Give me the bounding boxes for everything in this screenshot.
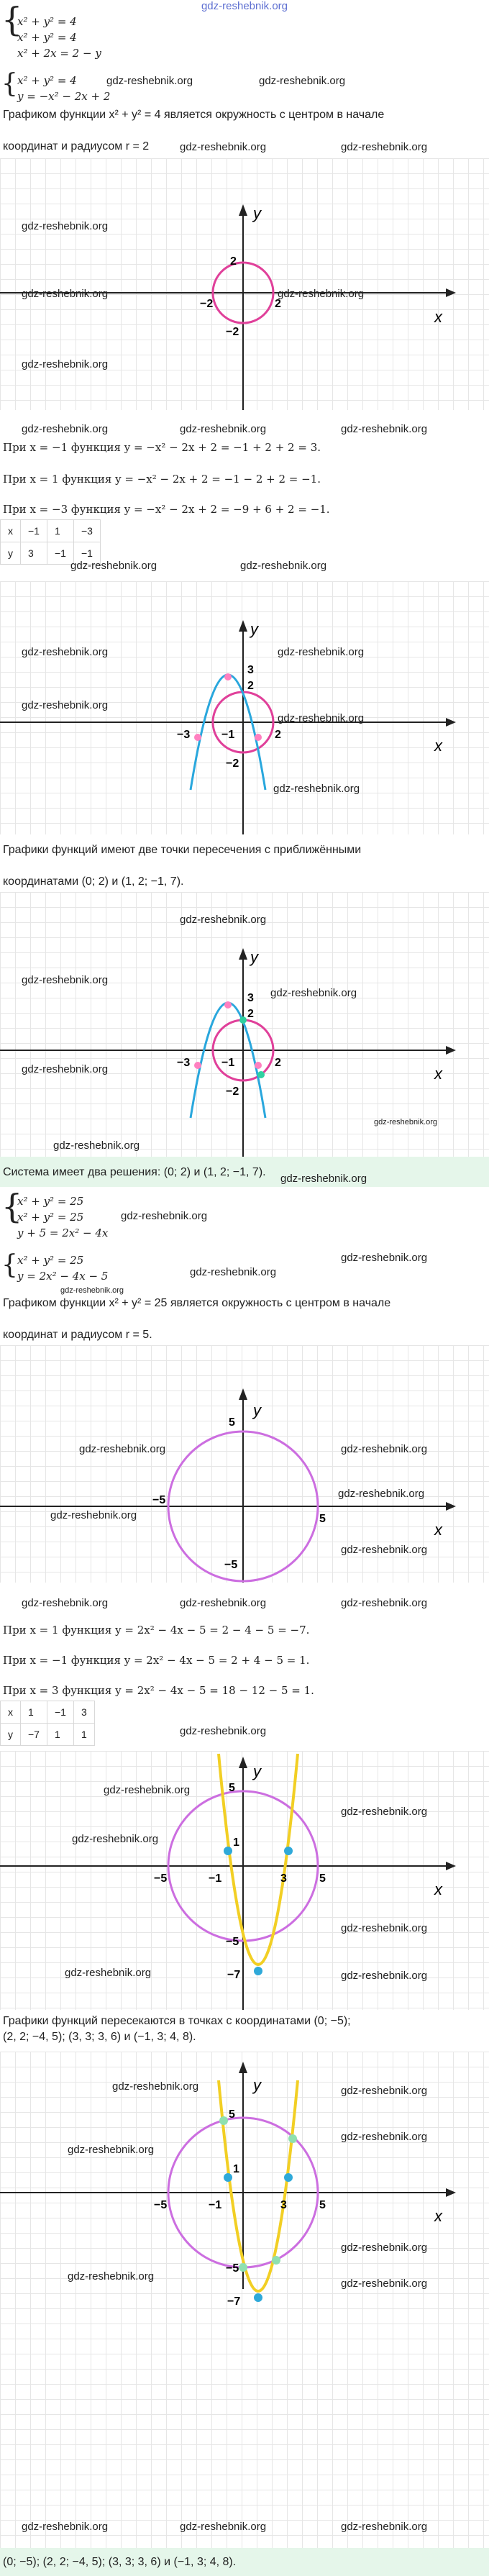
intersection-point — [219, 2116, 228, 2125]
watermark: gdz-reshebnik.org — [341, 1252, 428, 1264]
table-row — [1, 1701, 95, 1724]
table-cell: y — [1, 1724, 21, 1746]
paragraph: координатами (0; 2) и (1, 2; −1, 7). — [3, 875, 184, 888]
watermark: gdz-reshebnik.org — [259, 75, 346, 87]
intersection-point — [239, 2263, 247, 2272]
paragraph: координат и радиусом r = 2 — [3, 140, 150, 153]
system-eq: x² + y² = 4 — [17, 74, 77, 87]
table-cell: 1 — [47, 1724, 73, 1746]
y-axis-arrow — [239, 2062, 247, 2073]
table-cell: −1 — [21, 520, 47, 542]
table-cell: 1 — [21, 1701, 47, 1724]
calc-line: При x = 3 функция y = 2x² − 4x − 5 = 18 − 12 − 5 = 1. — [3, 1684, 314, 1697]
table-cell: −7 — [21, 1724, 47, 1746]
tick-label: 3 — [247, 664, 254, 676]
graph-point — [224, 1847, 232, 1855]
graph-point — [255, 1062, 262, 1069]
tick-label: −2 — [200, 298, 214, 310]
values-table — [0, 1701, 95, 1746]
watermark: gdz-reshebnik.org — [22, 358, 109, 370]
paragraph: (2, 2; −4, 5); (3, 3; 3, 6) и (−1, 3; 4, 8). — [3, 2031, 196, 2043]
graph-point — [284, 2173, 293, 2182]
watermark: gdz-reshebnik.org — [180, 914, 267, 926]
y-axis-label: y — [253, 204, 261, 222]
answer-box — [0, 2548, 489, 2576]
tick-label: 5 — [319, 1872, 326, 1885]
watermark: gdz-reshebnik.org — [22, 423, 109, 435]
table-cell: 1 — [73, 1724, 94, 1746]
watermark: gdz-reshebnik.org — [374, 1118, 438, 1127]
watermark: gdz-reshebnik.org — [180, 1725, 267, 1737]
graph-circle-r5 — [0, 1345, 489, 1583]
table-cell: x — [1, 520, 21, 542]
graph-point — [194, 1062, 201, 1069]
tick-label: −1 — [221, 1057, 235, 1069]
table-cell: 3 — [73, 1701, 94, 1724]
y-axis-label: y — [250, 620, 258, 638]
watermark: gdz-reshebnik.org — [341, 2521, 428, 2533]
tick-label: 3 — [280, 2199, 287, 2211]
graph-svg — [0, 2052, 489, 2548]
calc-line: При x = −3 функция y = −x² − 2x + 2 = −9 + 6 + 2 = −1. — [3, 503, 330, 516]
watermark: gdz-reshebnik.org — [180, 141, 267, 153]
watermark: gdz-reshebnik.org — [65, 1967, 152, 1979]
watermark: gdz-reshebnik.org — [278, 712, 365, 724]
watermark: gdz-reshebnik.org — [50, 1509, 137, 1521]
intersection-point — [272, 2256, 280, 2265]
graph-point — [224, 1001, 232, 1009]
tick-label: −2 — [226, 326, 239, 338]
watermark: gdz-reshebnik.org — [338, 1488, 425, 1500]
watermark: gdz-reshebnik.org — [22, 974, 109, 986]
graph-intersections — [0, 892, 489, 1157]
watermark: gdz-reshebnik.org — [112, 2080, 199, 2093]
tick-label: 1 — [233, 1837, 239, 1849]
tick-label: −7 — [227, 1969, 241, 1981]
tick-label: −5 — [154, 2199, 168, 2211]
tick-label: 2 — [275, 1057, 281, 1069]
calc-line: При x = −1 функция y = −x² − 2x + 2 = −1 + 2 + 2 = 3. — [3, 441, 321, 454]
watermark: gdz-reshebnik.org — [341, 2085, 428, 2097]
tick-label: 3 — [247, 992, 254, 1004]
graph-svg — [0, 158, 489, 410]
tick-label: 5 — [319, 1513, 326, 1525]
graph-circle-r2 — [0, 158, 489, 410]
watermark: gdz-reshebnik.org — [341, 1806, 428, 1818]
graph-intersections-2 — [0, 2052, 489, 2548]
watermark: gdz-reshebnik.org — [341, 1970, 428, 1982]
paragraph: Графиком функции x² + y² = 4 является окружность с центром в начале — [3, 109, 385, 121]
watermark: gdz-reshebnik.org — [341, 141, 428, 153]
intersection-point — [288, 2134, 297, 2143]
watermark: gdz-reshebnik.org — [180, 2521, 267, 2533]
y-axis-arrow — [239, 948, 247, 960]
watermark: gdz-reshebnik.org — [341, 2131, 428, 2143]
table-cell: −1 — [73, 542, 100, 565]
intersection-point — [257, 1071, 265, 1078]
watermark: gdz-reshebnik.org — [72, 1833, 159, 1845]
calc-line: При x = 1 функция y = −x² − 2x + 2 = −1 − 2 + 2 = −1. — [3, 473, 321, 486]
site-header[interactable]: gdz-reshebnik.org — [201, 0, 288, 12]
watermark: gdz-reshebnik.org — [341, 2242, 428, 2254]
graph-point — [255, 734, 262, 741]
answer-box — [0, 1157, 489, 1187]
watermark: gdz-reshebnik.org — [278, 288, 365, 300]
x-axis-arrow — [446, 1502, 456, 1511]
watermark: gdz-reshebnik.org — [70, 560, 157, 572]
tick-label: 2 — [275, 729, 281, 741]
watermark: gdz-reshebnik.org — [79, 1443, 166, 1455]
x-axis-arrow — [446, 1046, 456, 1055]
tick-label: 2 — [275, 298, 281, 310]
system-eq: y = −x² − 2x + 2 — [17, 90, 111, 103]
system-brace: { — [1, 69, 18, 99]
watermark: gdz-reshebnik.org — [180, 1597, 267, 1609]
paragraph: координат и радиусом r = 5. — [3, 1329, 152, 1341]
graph-point — [224, 2173, 232, 2182]
watermark: gdz-reshebnik.org — [341, 1597, 428, 1609]
graph-point — [254, 2293, 262, 2302]
tick-label: 5 — [229, 1416, 235, 1429]
x-axis-arrow — [446, 288, 456, 297]
system-brace: { — [1, 0, 23, 39]
y-axis-label: y — [253, 2076, 261, 2094]
system-eq: x² + y² = 25 — [17, 1195, 84, 1208]
system-brace: { — [1, 1250, 18, 1280]
watermark: gdz-reshebnik.org — [278, 646, 365, 658]
system-eq: x² + y² = 4 — [17, 15, 77, 28]
tick-label: −1 — [209, 1872, 222, 1885]
x-axis-arrow — [446, 718, 456, 727]
x-axis-arrow — [446, 2188, 456, 2197]
system-eq: x² + 2x = 2 − y — [17, 47, 101, 60]
tick-label: −2 — [226, 757, 239, 770]
tick-label: −5 — [154, 1872, 168, 1885]
system-eq: y + 5 = 2x² − 4x — [17, 1226, 109, 1239]
x-axis-label: x — [434, 308, 442, 326]
table-cell: 3 — [21, 542, 47, 565]
tick-label: −5 — [226, 1936, 239, 1948]
tick-label: 3 — [280, 1872, 287, 1885]
graph-point — [284, 1847, 293, 1855]
tick-label: 5 — [229, 1782, 235, 1794]
table-cell: 1 — [47, 520, 73, 542]
graph-circle-parabola-2 — [0, 1751, 489, 2010]
watermark: gdz-reshebnik.org — [341, 1544, 428, 1556]
watermark: gdz-reshebnik.org — [104, 1784, 191, 1796]
calc-line: При x = −1 функция y = 2x² − 4x − 5 = 2 + 4 − 5 = 1. — [3, 1654, 310, 1667]
tick-label: 5 — [319, 2199, 326, 2211]
table-cell: −1 — [47, 542, 73, 565]
watermark: gdz-reshebnik.org — [22, 699, 109, 711]
watermark: gdz-reshebnik.org — [180, 423, 267, 435]
tick-label: −3 — [177, 1057, 191, 1069]
watermark: gdz-reshebnik.org — [240, 560, 327, 572]
y-axis-arrow — [239, 1388, 247, 1400]
tick-label: 2 — [247, 1008, 254, 1020]
paragraph: Графики функций имеют две точки пересечения с приближёнными — [3, 844, 362, 856]
x-axis-arrow — [446, 1862, 456, 1870]
watermark: gdz-reshebnik.org — [22, 646, 109, 658]
tick-label: −5 — [226, 2262, 239, 2275]
values-table — [0, 519, 101, 565]
table-cell: y — [1, 542, 21, 565]
tick-label: −1 — [221, 729, 235, 741]
watermark: gdz-reshebnik.org — [22, 1063, 109, 1075]
tick-label: −5 — [152, 1494, 166, 1506]
watermark: gdz-reshebnik.org — [22, 220, 109, 232]
tick-label: −7 — [227, 2295, 241, 2308]
watermark: gdz-reshebnik.org — [60, 1286, 124, 1295]
tick-label: 1 — [233, 2163, 239, 2175]
watermark: gdz-reshebnik.org — [22, 288, 109, 300]
answer-text: Система имеет два решения: (0; 2) и (1, 2; −1, 7). — [3, 1166, 266, 1178]
graph-point — [194, 734, 201, 741]
watermark: gdz-reshebnik.org — [22, 2521, 109, 2533]
watermark: gdz-reshebnik.org — [22, 1597, 109, 1609]
graph-circle-parabola — [0, 581, 489, 834]
watermark: gdz-reshebnik.org — [106, 75, 193, 87]
y-axis-label: y — [253, 1762, 261, 1780]
paragraph: Графиком функции x² + y² = 25 является окружность с центром в начале — [3, 1297, 391, 1309]
tick-label: 5 — [229, 2108, 235, 2121]
system-eq: x² + y² = 4 — [17, 31, 77, 44]
tick-label: −1 — [209, 2199, 222, 2211]
y-axis-arrow — [239, 620, 247, 632]
watermark: gdz-reshebnik.org — [341, 1922, 428, 1934]
tick-label: 2 — [230, 255, 237, 268]
table-row — [1, 520, 101, 542]
answer-text: (0; −5); (2, 2; −4, 5); (3, 3; 3, 6) и (−1, 3; 4, 8). — [3, 2556, 237, 2568]
watermark: gdz-reshebnik.org — [68, 2270, 155, 2283]
tick-label: 2 — [247, 680, 254, 692]
x-axis-label: x — [434, 2207, 442, 2225]
graph-point — [224, 673, 232, 681]
tick-label: −2 — [226, 1086, 239, 1098]
watermark: gdz-reshebnik.org — [190, 1266, 277, 1278]
paragraph: Графики функций пересекаются в точках с координатами (0; −5); — [3, 2015, 351, 2027]
watermark: gdz-reshebnik.org — [341, 2277, 428, 2290]
system-eq: x² + y² = 25 — [17, 1254, 84, 1267]
watermark: gdz-reshebnik.org — [341, 1443, 428, 1455]
tick-label: −5 — [224, 1559, 238, 1571]
table-row — [1, 1724, 95, 1746]
y-axis-arrow — [239, 204, 247, 216]
table-cell: −1 — [47, 1701, 73, 1724]
x-axis-label: x — [434, 1521, 442, 1539]
table-cell: x — [1, 1701, 21, 1724]
system-eq: x² + y² = 25 — [17, 1211, 84, 1224]
watermark: gdz-reshebnik.org — [273, 783, 360, 795]
graph-point — [254, 1967, 262, 1975]
watermark: gdz-reshebnik.org — [341, 423, 428, 435]
y-axis-arrow — [239, 1757, 247, 1768]
graph-svg — [0, 892, 489, 1157]
system-brace: { — [1, 1187, 23, 1226]
system-eq: y = 2x² − 4x − 5 — [17, 1270, 109, 1283]
x-axis-label: x — [434, 1880, 442, 1898]
y-axis-label: y — [250, 948, 258, 966]
intersection-point — [239, 1016, 247, 1024]
x-axis-label: x — [434, 1065, 442, 1083]
watermark: gdz-reshebnik.org — [53, 1139, 140, 1152]
watermark: gdz-reshebnik.org — [68, 2144, 155, 2156]
y-axis-label: y — [253, 1401, 261, 1419]
watermark: gdz-reshebnik.org — [280, 1173, 367, 1185]
tick-label: −3 — [177, 729, 191, 741]
x-axis-label: x — [434, 737, 442, 755]
watermark: gdz-reshebnik.org — [270, 987, 357, 999]
table-cell: −3 — [73, 520, 100, 542]
calc-line: При x = 1 функция y = 2x² − 4x − 5 = 2 − 4 − 5 = −7. — [3, 1624, 310, 1637]
watermark: gdz-reshebnik.org — [121, 1210, 208, 1222]
